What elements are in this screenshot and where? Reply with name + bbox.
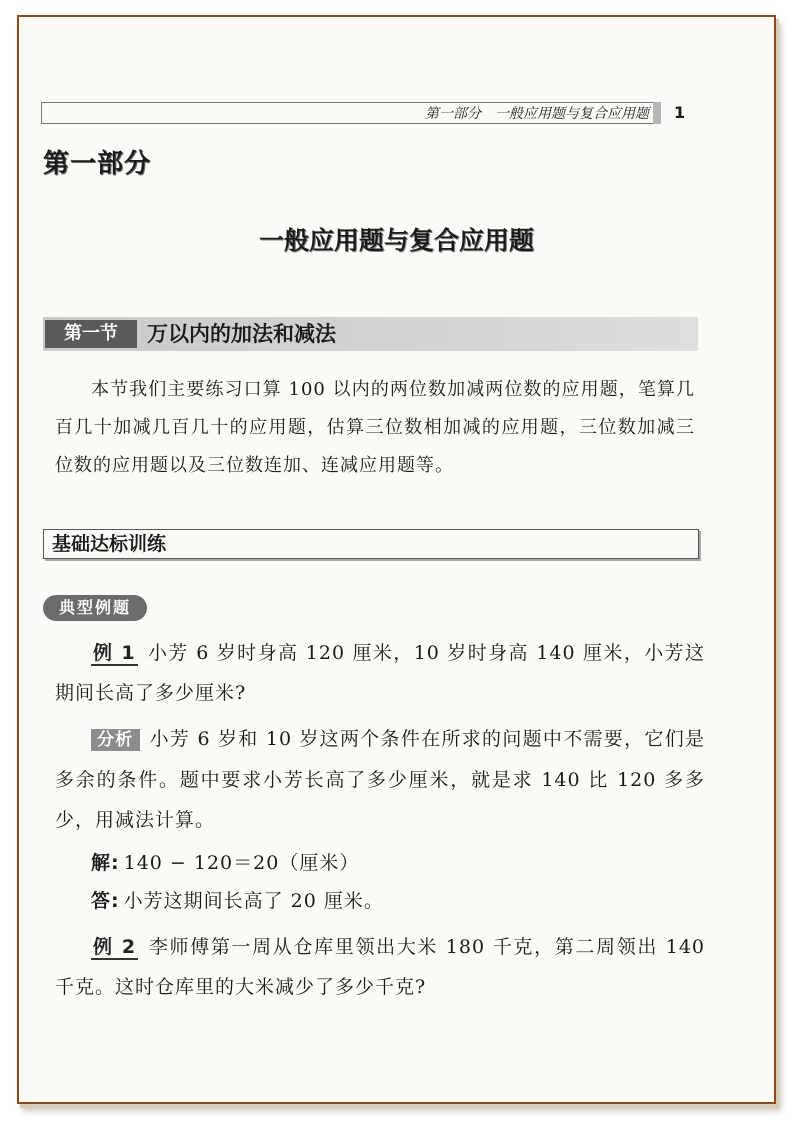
example-2 [55, 927, 705, 1007]
analysis [55, 719, 705, 840]
example-1-label: 例 1 [93, 642, 136, 664]
part-subtitle: 一般应用题与复合应用题 [258, 226, 534, 255]
header-decoration-bar [653, 102, 661, 124]
section-title: 万以内的加法和减法 [147, 322, 336, 346]
example-1 [55, 633, 705, 713]
page-number: 1 [674, 103, 686, 122]
answer-label: 答: [91, 890, 120, 912]
book-page [17, 15, 776, 1104]
section-heading-bar [43, 317, 698, 351]
part-title: 第一部分 [43, 149, 152, 179]
training-heading: 基础达标训练 [43, 529, 699, 559]
solution-label: 解: [91, 852, 120, 874]
section-tag: 第一节 [45, 320, 137, 348]
section-intro: 本节我们主要练习口算 100 以内的两位数加减两位数的应用题，笔算几百几十加减几百几十的应用题，估算三位数相加减的应用题，三位数加减三位数的应用题以及三位数连加、连减应用题等。 [55, 379, 695, 476]
example-tag: 典型例题 [43, 595, 147, 621]
example-2-text: 李师傅第一周从仓库里领出大米 180 千克，第二周领出 140 千克。这时仓库里的大米减少了多少千克? [55, 936, 706, 998]
solution-text: 140 − 120＝20（厘米） [123, 852, 360, 874]
answer-text: 小芳这期间长高了 20 厘米。 [123, 890, 384, 912]
running-header: 第一部分 一般应用题与复合应用题 [41, 102, 661, 124]
example-2-label: 例 2 [93, 936, 137, 958]
answer [55, 881, 705, 921]
analysis-text: 小芳 6 岁和 10 岁这两个条件在所求的问题中不需要，它们是多余的条件。题中要求小芳长高了多少厘米，就是求 140 比 120 多多少，用减法计算。 [55, 728, 705, 831]
analysis-label: 分析 [91, 729, 140, 751]
example-1-text: 小芳 6 岁时身高 120 厘米，10 岁时身高 140 厘米，小芳这期间长高了多少厘米? [55, 642, 706, 704]
solution [55, 843, 705, 883]
